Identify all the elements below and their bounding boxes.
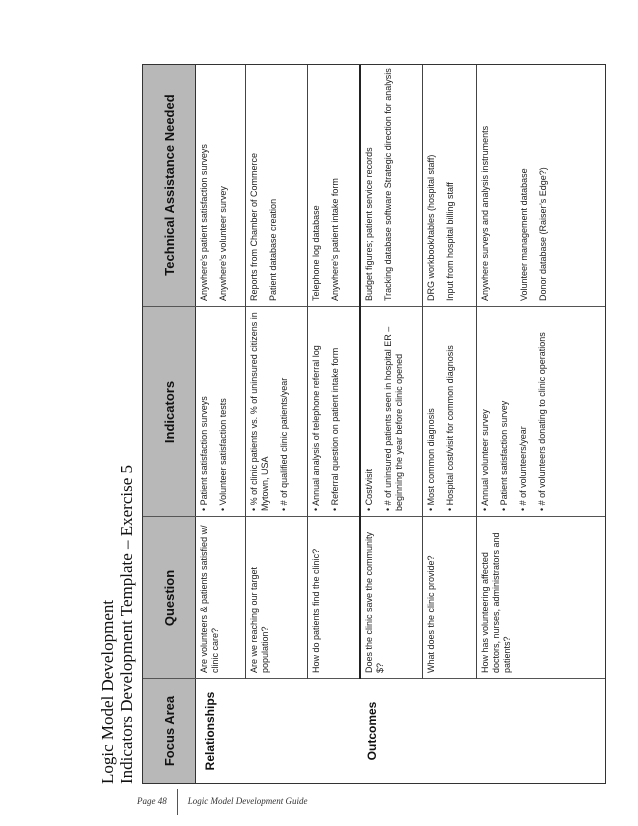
indicators-cell [364, 311, 413, 511]
indicator-item: • Volunteer satisfaction tests [218, 398, 228, 511]
assistance-cell [199, 65, 237, 301]
question-cell: Are volunteers & patients satisfied w/ clinic care? [199, 525, 220, 673]
title-line-2: Indicators Development Template – Exercise 5 [117, 464, 136, 784]
question-cell: Does the clinic save the community $? [364, 531, 385, 673]
indicator-item: • Hospital cost/visit for common diagnosis [445, 345, 455, 511]
table-row [245, 65, 308, 679]
assistance-item: Anywhere’s volunteer survey [218, 186, 228, 301]
indicator-item: • Cost/visit [364, 468, 374, 511]
rotated-landscape-content [96, 30, 636, 790]
assistance-item: Donor database (Raiser’s Edge?) [538, 167, 548, 301]
header-question: Question [161, 569, 177, 627]
assistance-item: Patient database creation [268, 198, 278, 301]
title-line-1: Logic Model Development [98, 599, 117, 784]
indicators-cell [480, 311, 556, 511]
indicators-cell [199, 311, 237, 511]
header-technical-assistance: Technical Assistance Needed [161, 94, 177, 276]
indicator-item: • % of clinic patients vs. % of uninsured citizens in Mytown, USA [249, 312, 270, 511]
assistance-cell [426, 65, 464, 301]
header-focus-area: Focus Area [161, 695, 177, 767]
table-row [422, 65, 477, 679]
indicators-cell [249, 311, 298, 511]
assistance-cell [480, 65, 557, 301]
guide-title: Logic Model Development Guide [187, 796, 308, 807]
assistance-item: Anywhere’s patient intake form [330, 178, 340, 301]
indicator-item: • Patient satisfaction surveys [199, 396, 209, 511]
indicators-cell [311, 311, 349, 511]
footer-divider [177, 789, 178, 815]
header-indicators: Indicators [161, 380, 177, 444]
page-footer [137, 789, 307, 815]
indicators-table [142, 64, 606, 784]
table-row [195, 65, 246, 679]
question-cell: Are we reaching our target population? [249, 566, 270, 673]
assistance-item: Input from hospital billing staff [445, 182, 455, 301]
assistance-item: Anywhere surveys and analysis instruments [480, 125, 490, 301]
focus-area-relationships: Relationships [203, 691, 217, 771]
document-title [98, 44, 136, 784]
assistance-cell [249, 65, 287, 301]
question-cell: How has volunteering affected doctors, nurses, administrators and patients? [480, 532, 512, 673]
table-row [360, 65, 423, 679]
assistance-item: Budget figures; patient service records [364, 147, 374, 301]
focus-area-outcomes: Outcomes [365, 701, 379, 761]
table-row [307, 65, 361, 679]
question-cell: What does the clinic provide? [426, 555, 436, 673]
table-row [476, 65, 605, 679]
indicator-item: • # of volunteers donating to clinic operations [537, 332, 547, 511]
assistance-cell [311, 65, 349, 301]
indicator-item: • Most common diagnosis [426, 408, 436, 511]
indicator-item: • Patient satisfaction survey [499, 400, 509, 511]
assistance-item: Tracking database software Strategic direction for analysis [383, 68, 393, 301]
question-cell: How do patients find the clinic? [311, 548, 321, 673]
indicator-item: • # of volunteers/year [518, 426, 528, 511]
assistance-item: Reports from Chamber of Commerce [249, 152, 259, 301]
assistance-item: Anywhere’s patient satisfaction surveys [199, 144, 209, 301]
assistance-item: DRG workbook/tables (hospital staff) [426, 154, 436, 301]
indicator-item: • Referral question on patient intake form [330, 347, 340, 511]
indicator-item: • # of uninsured patients seen in hospital ER – beginning the year before clinic opened [383, 326, 404, 511]
table-header [143, 65, 196, 783]
indicator-item: • Annual volunteer survey [480, 409, 490, 511]
assistance-cell [364, 65, 402, 301]
assistance-item: Volunteer management database [519, 168, 529, 301]
indicators-cell [426, 311, 464, 511]
indicator-item: • Annual analysis of telephone referral log [311, 345, 321, 511]
page-number: Page 48 [137, 796, 167, 807]
indicator-item: • # of qualified clinic patients/year [279, 377, 289, 511]
assistance-item: Telephone log database [311, 205, 321, 301]
